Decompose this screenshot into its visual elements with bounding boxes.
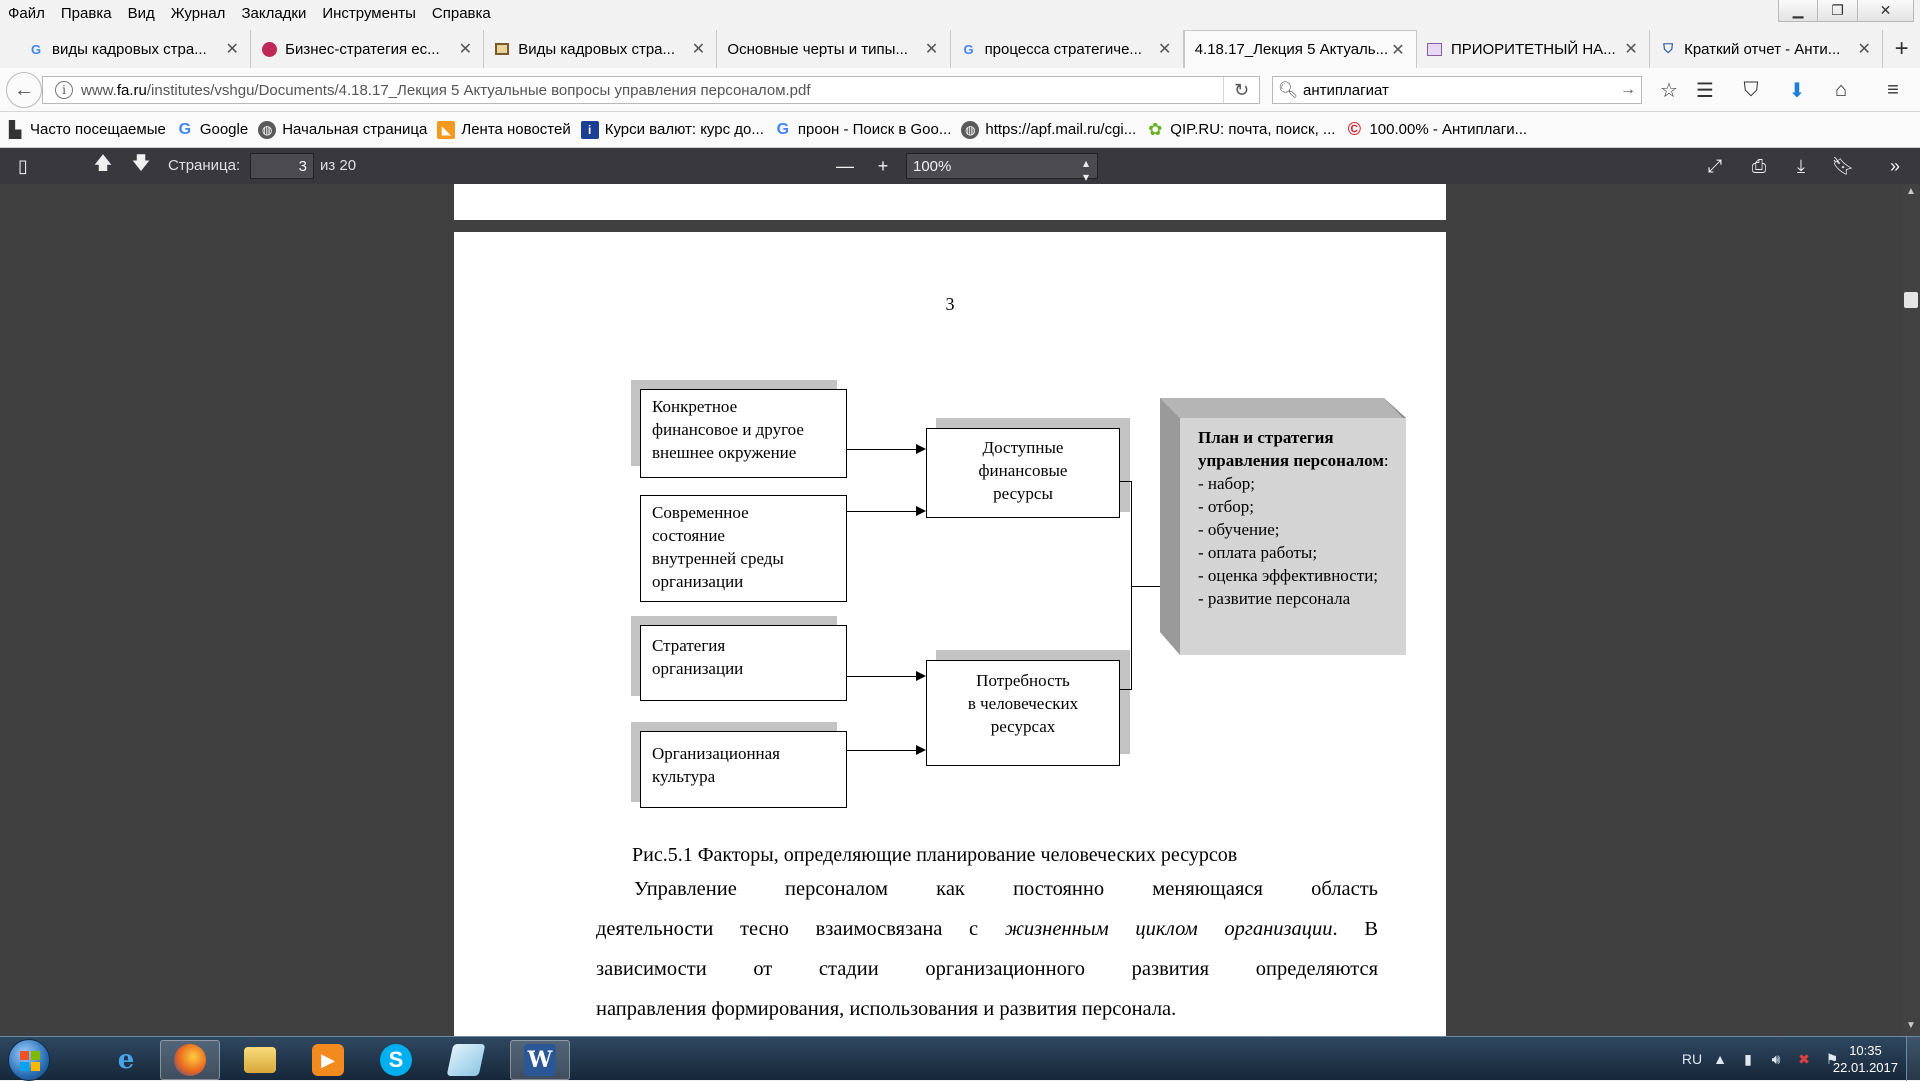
windows-logo-icon — [20, 1051, 40, 1071]
plan-item: - набор; — [1198, 474, 1255, 493]
skype-icon: S — [380, 1044, 412, 1076]
bookmark-news-feed[interactable] — [437, 121, 570, 139]
clock[interactable] — [1833, 1042, 1898, 1076]
dropdown-arrow-icon: ▴ ▾ — [1082, 156, 1089, 184]
network-icon[interactable]: ✖ — [1798, 1050, 1810, 1067]
system-tray — [1678, 1037, 1846, 1081]
site-icon — [1427, 41, 1443, 57]
show-hidden-icons-icon[interactable]: ▲ — [1713, 1051, 1727, 1067]
pocket-button[interactable] — [1736, 76, 1766, 104]
copyright-icon: © — [1347, 119, 1362, 139]
bookmark-label: Google — [199, 121, 249, 138]
globe-icon: ◍ — [258, 121, 276, 139]
arrow-left-icon: ← — [14, 78, 34, 101]
flower-icon: ✿ — [1148, 119, 1163, 139]
plan-text — [1186, 426, 1396, 660]
menu-file[interactable]: Файл — [8, 4, 45, 22]
reading-list-button[interactable] — [1690, 76, 1720, 104]
tab-close-icon[interactable]: ✕ — [458, 41, 472, 58]
arrow-head — [916, 745, 926, 755]
star-icon: ☆ — [1660, 79, 1678, 102]
box-line: внешнее окружение — [652, 443, 797, 462]
tab-3[interactable] — [484, 30, 717, 68]
bookmark-label: 100.00% - Антиплаги... — [1369, 121, 1528, 138]
download-icon: ⤓ — [1797, 155, 1805, 176]
box-line: Потребность — [976, 671, 1070, 690]
page-number: 3 — [945, 294, 955, 314]
tab-close-icon[interactable]: ✕ — [691, 41, 706, 58]
close-icon: ✕ — [1879, 2, 1892, 18]
search-input[interactable]: антиплагиат — [1303, 81, 1389, 99]
bookmark-most-visited[interactable] — [6, 121, 166, 139]
google-icon: G — [776, 120, 790, 138]
google-icon: G — [178, 120, 192, 138]
menu-bookmarks[interactable]: Закладки — [241, 4, 307, 22]
box-culture — [640, 731, 847, 808]
bookmark-antiplagiat[interactable] — [1345, 121, 1527, 139]
clock-date: 22.01.2017 — [1832, 1060, 1898, 1075]
tab-5[interactable] — [951, 30, 1184, 68]
search-bar[interactable] — [1272, 76, 1642, 104]
taskbar-firefox[interactable] — [160, 1040, 220, 1080]
menu-tools[interactable]: Инструменты — [322, 4, 416, 22]
info-icon[interactable]: i — [55, 81, 73, 99]
list-icon: ☰ — [1696, 79, 1714, 102]
tab-7[interactable] — [1417, 30, 1650, 68]
pdf-toolbar — [0, 148, 1920, 184]
menu-help[interactable]: Справка — [431, 4, 491, 22]
search-icon: 🔍︎ — [1277, 82, 1299, 99]
bookmark-proon[interactable] — [774, 121, 952, 139]
taskbar-word[interactable] — [510, 1040, 570, 1080]
url-prefix: www. — [81, 81, 117, 99]
taskbar-explorer[interactable] — [230, 1040, 290, 1080]
page-label: Страница: — [168, 157, 241, 174]
page-number-input[interactable] — [250, 153, 314, 179]
bookmark-label: Курси валют: курс до... — [604, 121, 764, 138]
previous-page-button[interactable] — [88, 152, 118, 180]
arrow-up-icon: 🡅 — [93, 153, 113, 173]
volume-icon[interactable]: 🔊︎ — [1771, 1050, 1781, 1067]
book-icon — [494, 41, 510, 57]
box-external-environment — [640, 389, 847, 478]
bookmark-label: Лента новостей — [461, 121, 571, 138]
previous-page-bottom — [454, 184, 1446, 220]
reload-button[interactable] — [1223, 77, 1259, 103]
media-player-icon: ▶ — [312, 1044, 344, 1076]
hamburger-icon: ≡ — [1887, 78, 1899, 101]
bookmark-label: Часто посещаемые — [30, 121, 166, 138]
paragraph-line: Управление персоналом как постоянно меняющаяся область — [634, 878, 1378, 900]
open-menu-button[interactable] — [1878, 76, 1908, 104]
download-icon: ⬇ — [1788, 79, 1806, 102]
zoom-value: 100% — [913, 157, 952, 175]
arrow-head — [916, 444, 926, 454]
tab-label: Виды кадровых стра... — [518, 40, 676, 58]
plan-item: - оценка эффективности; — [1198, 566, 1379, 585]
search-go-button[interactable] — [1615, 81, 1641, 99]
tab-label: Бизнес-стратегия ес... — [285, 40, 440, 58]
toggle-sidebar-button[interactable] — [8, 152, 38, 180]
current-view-button[interactable] — [1828, 152, 1858, 180]
text-run: . В — [1332, 918, 1378, 940]
pdf-page — [454, 232, 1446, 1036]
paragraph-line: зависимости от стадии организационного развития определяются — [596, 958, 1378, 980]
box-line: организации — [652, 659, 744, 678]
url-host: fa.ru — [116, 81, 147, 99]
tab-label: ПРИОРИТЕТНЫЙ НА... — [1450, 40, 1616, 58]
firefox-icon — [174, 1044, 206, 1076]
tab-label: процесса стратегиче... — [984, 40, 1142, 58]
zoom-select[interactable] — [906, 153, 1098, 184]
taskbar — [0, 1036, 1920, 1080]
google-icon: G — [30, 41, 42, 57]
navigation-bar — [0, 68, 1920, 112]
arrow-down-icon: 🡇 — [131, 153, 151, 173]
home-button[interactable] — [1826, 76, 1856, 104]
plus-icon: + — [877, 155, 889, 176]
flag-icon[interactable]: ⚑ — [1825, 1050, 1839, 1067]
downloads-button[interactable] — [1782, 76, 1812, 104]
tab-close-icon[interactable]: ✕ — [1857, 41, 1871, 58]
box-strategy — [640, 625, 847, 701]
paragraph-line — [596, 909, 1378, 949]
arrow-head — [916, 506, 926, 516]
box-hr-need — [926, 660, 1120, 766]
box-line: финансовое и другое — [652, 420, 804, 439]
menu-bar — [0, 0, 1920, 26]
tab-label: 4.18.17_Лекция 5 Актуаль... — [1194, 41, 1389, 58]
url-text[interactable] — [81, 82, 1223, 99]
scroll-down-icon[interactable]: ▼ — [1906, 1020, 1916, 1031]
zoom-in-button[interactable] — [868, 152, 898, 180]
text-run: деятельности тесно взаимосвязана с — [596, 918, 979, 940]
bookmark-folder-icon: ▙ — [8, 121, 22, 139]
tab-4[interactable] — [717, 30, 950, 68]
box-line: культура — [652, 767, 716, 786]
box-line: Современное — [652, 503, 749, 522]
tab-8[interactable] — [1650, 30, 1883, 68]
tab-close-icon[interactable]: ✕ — [1624, 41, 1638, 58]
zoom-out-button[interactable] — [830, 152, 860, 180]
tab-6-active[interactable] — [1184, 30, 1417, 68]
home-icon: ⌂ — [1834, 78, 1848, 101]
box-line: Доступные — [982, 438, 1064, 457]
site-icon — [261, 41, 277, 57]
menu-history[interactable]: Журнал — [170, 4, 226, 22]
maximize-button[interactable] — [1818, 0, 1858, 22]
paragraph-line: направления формирования, использования и развития персонала. — [596, 998, 1177, 1020]
minus-icon: — — [836, 155, 854, 176]
double-chevron-right-icon: » — [1889, 155, 1900, 176]
box-line: финансовые — [978, 461, 1068, 480]
bookmark-google[interactable] — [176, 121, 248, 139]
restore-icon: ❐ — [1831, 2, 1844, 18]
folder-icon — [244, 1047, 276, 1073]
box-line: Стратегия — [652, 636, 726, 655]
box-line: в человеческих — [967, 694, 1079, 713]
plus-icon: + — [1894, 35, 1909, 62]
tools-button[interactable] — [1880, 152, 1910, 180]
box-line: Организационная — [652, 744, 781, 763]
new-tab-button[interactable] — [1883, 30, 1920, 68]
taskbar-media-player[interactable] — [298, 1040, 358, 1080]
plan-item: - отбор; — [1198, 497, 1254, 516]
box-line: ресурсах — [990, 717, 1056, 736]
show-desktop-button[interactable] — [1906, 1037, 1920, 1081]
box-line: организации — [652, 572, 744, 591]
pdf-viewer[interactable] — [0, 184, 1920, 1036]
shield-icon: ⛉ — [1663, 41, 1673, 56]
language-indicator[interactable]: RU — [1681, 1051, 1703, 1067]
usb-icon[interactable]: ▮ — [1744, 1050, 1752, 1067]
clock-time: 10:35 — [1849, 1043, 1882, 1058]
scroll-up-icon[interactable]: ▲ — [1906, 186, 1916, 197]
box-line: Конкретное — [652, 397, 738, 416]
notepad-icon — [447, 1044, 486, 1076]
scrollbar[interactable] — [1902, 184, 1920, 1036]
taskbar-ie[interactable] — [96, 1040, 156, 1080]
back-button[interactable] — [6, 72, 42, 108]
save-button[interactable] — [1786, 152, 1816, 180]
internet-explorer-icon: e — [117, 1045, 135, 1075]
box-line: состояние — [652, 526, 725, 545]
box-financial-resources — [926, 428, 1120, 518]
plan-item: - оплата работы; — [1198, 543, 1318, 562]
printer-icon: ⎙ — [1751, 155, 1767, 176]
bookmark-icon: 🔖︎ — [1831, 155, 1855, 176]
tab-label: Краткий отчет - Анти... — [1684, 40, 1841, 58]
tab-close-icon[interactable]: ✕ — [1158, 41, 1172, 58]
menu-edit[interactable]: Правка — [60, 4, 112, 22]
google-icon: G — [963, 41, 974, 57]
text-run-italic: жизненным циклом организации — [1004, 918, 1333, 940]
taskbar-notes[interactable] — [436, 1040, 496, 1080]
bookmark-label: проон - Поиск в Goo... — [797, 121, 952, 138]
scrollbar-thumb[interactable] — [1904, 292, 1918, 308]
minimize-button[interactable] — [1778, 0, 1818, 22]
arrow-head — [916, 671, 926, 681]
tab-close-icon[interactable]: ✕ — [225, 41, 239, 58]
bookmark-start-page[interactable] — [258, 121, 427, 139]
tab-bar — [0, 30, 1920, 68]
fullscreen-icon: ⤢ — [1707, 155, 1723, 176]
bookmark-star-button[interactable] — [1654, 76, 1684, 104]
minimize-icon: ▁ — [1792, 2, 1804, 18]
start-button[interactable] — [8, 1039, 50, 1081]
connector-arrow — [847, 511, 917, 512]
sidebar-icon: ▯ — [18, 155, 28, 176]
connector-arrow — [847, 449, 917, 450]
box-line: внутренней среды — [652, 549, 784, 568]
bookmark-qip[interactable] — [1146, 121, 1335, 139]
bookmark-label: QIP.RU: почта, поиск, ... — [1170, 121, 1336, 138]
bookmark-label: https://apf.mail.ru/cgi... — [985, 121, 1137, 138]
tab-label: виды кадровых стра... — [52, 40, 207, 58]
rss-icon: ◣ — [437, 121, 455, 139]
window-controls — [1778, 0, 1914, 22]
arrow-right-icon: → — [1620, 81, 1636, 98]
info-icon: i — [581, 121, 599, 139]
plan-item: - обучение; — [1198, 520, 1280, 539]
globe-icon: ◍ — [961, 121, 979, 139]
print-button[interactable] — [1744, 152, 1774, 180]
box-line: ресурсы — [993, 484, 1053, 503]
page-total: из 20 — [320, 157, 357, 174]
connector-arrow — [847, 676, 917, 677]
close-window-button[interactable] — [1858, 0, 1914, 22]
figure-caption: Рис.5.1 Факторы, определяющие планирование человеческих ресурсов — [632, 844, 1238, 866]
bookmark-label: Начальная страница — [282, 121, 428, 138]
tab-close-icon[interactable]: ✕ — [924, 41, 939, 58]
connector-arrow — [847, 750, 917, 751]
bookmark-currency[interactable] — [581, 121, 764, 139]
taskbar-skype[interactable] — [366, 1040, 426, 1080]
next-page-button[interactable] — [126, 152, 156, 180]
pocket-icon: ⛉ — [1743, 78, 1759, 101]
bookmark-mail[interactable] — [961, 121, 1136, 139]
address-bar[interactable] — [42, 76, 1260, 104]
plan-colon: : — [1383, 451, 1389, 470]
tab-2[interactable] — [251, 30, 484, 68]
url-path: /institutes/vshgu/Documents/4.18.17_Лекция 5 Актуальные вопросы управления персоналом.pdf — [146, 81, 811, 99]
bookmarks-toolbar — [0, 112, 1920, 148]
word-icon: W — [524, 1044, 556, 1076]
box-internal-environment — [640, 495, 847, 602]
tab-1[interactable] — [18, 30, 251, 68]
reload-icon: ↻ — [1233, 79, 1250, 100]
presentation-mode-button[interactable] — [1700, 152, 1730, 180]
menu-view[interactable]: Вид — [127, 4, 155, 22]
tab-close-icon[interactable]: ✕ — [1391, 41, 1405, 59]
plan-title: План и стратегия управления персоналом — [1198, 428, 1384, 470]
tab-label: Основные черты и типы... — [727, 40, 908, 58]
plan-item: - развитие персонала — [1198, 589, 1351, 608]
